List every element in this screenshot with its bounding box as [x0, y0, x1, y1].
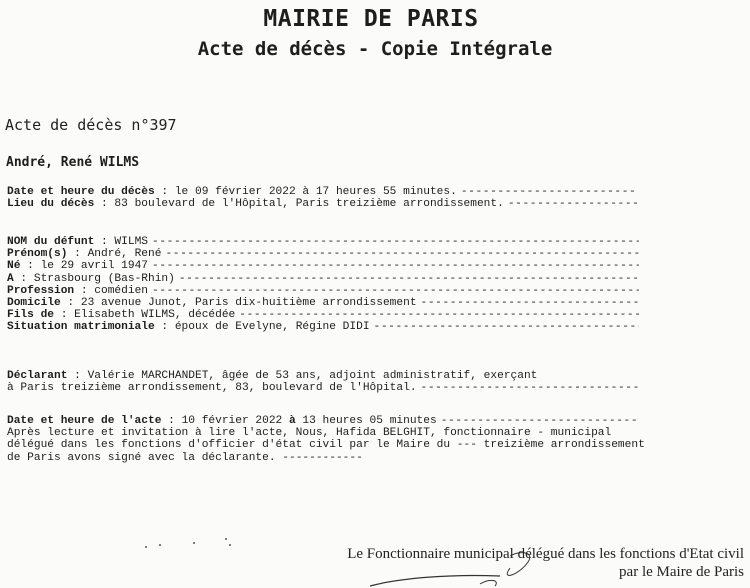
marital-status-value: : époux de Evelyne, Régine DIDI: [154, 321, 370, 334]
domicile-label: Domicile: [7, 296, 61, 309]
dash-filler: [457, 186, 637, 198]
birth-place-line: [7, 273, 639, 285]
firstname-value: : André, René: [67, 248, 162, 261]
surname-value: : WILMS: [94, 236, 148, 248]
death-details-block: [7, 186, 637, 210]
dash-filler: [161, 248, 639, 260]
declarant-block: [7, 370, 639, 394]
dash-filler: [437, 415, 639, 427]
declarant-line-1: [7, 370, 639, 382]
signatory-block: [347, 545, 744, 581]
firstname-label: Prénom(s): [7, 248, 68, 261]
profession-line: [7, 285, 639, 297]
profession-value: : comédien: [74, 284, 148, 297]
mairie-title: MAIRIE DE PARIS: [263, 6, 479, 32]
birth-date-line: [7, 260, 639, 272]
declarant-label: Déclarant: [7, 370, 68, 382]
death-place-label: Lieu du décès: [7, 198, 95, 211]
marital-status-line: [7, 321, 639, 333]
closing-statement: Après lecture et invitation à lire l'acte, Nous, Hafida BELGHIT, fonctionnaire - municipal délégué dans les fonctions d'officier d'état civil par le Maire du --- treizième arrondissement de Paris avons signé avec la déclarante. -----: [7, 427, 647, 464]
declarant-line-2: [7, 382, 639, 394]
dash-filler: [148, 260, 639, 272]
dash-filler: [417, 382, 639, 394]
act-date-time: 13 heures 05 minutes: [295, 415, 437, 427]
act-date-label: Date et heure de l'acte: [7, 415, 162, 427]
dash-filler: [175, 273, 639, 285]
act-date-a: à: [288, 415, 296, 427]
document-subtitle: Acte de décès - Copie Intégrale: [197, 38, 553, 60]
domicile-line: [7, 297, 639, 309]
death-date-line: [7, 186, 637, 198]
parents-line: [7, 309, 639, 321]
surname-label: NOM du défunt: [7, 236, 95, 248]
dash-filler: [370, 321, 639, 333]
surname-line: [7, 236, 639, 248]
act-date-line: [7, 415, 639, 427]
birth-date-value: : le 29 avril 1947: [20, 260, 148, 273]
death-date-label: Date et heure du décès: [7, 186, 155, 198]
act-date-value: : 10 février 2022: [161, 415, 289, 427]
deceased-identity-block: [7, 236, 639, 334]
domicile-value: : 23 avenue Junot, Paris dix-huitième arrondissement: [60, 296, 417, 309]
deceased-full-name: André, René WILMS: [6, 155, 140, 170]
birth-place-label: À: [7, 272, 14, 285]
declarant-value: : Valérie MARCHANDET, âgée de 53 ans, adjoint administratif, exerçant: [67, 370, 538, 382]
act-number: Acte de décès n°397: [5, 116, 177, 134]
dash-filler: [504, 198, 637, 210]
signatory-line-2: par le Maire de Paris: [619, 564, 744, 580]
parents-value: : Elisabeth WILMS, décédée: [54, 309, 236, 322]
dash-filler: [148, 236, 639, 248]
dash-filler: [235, 309, 639, 321]
birth-date-label: Né: [7, 260, 21, 273]
death-place-value: : 83 boulevard de l'Hôpital, Paris treizième arrondissement.: [94, 198, 504, 211]
dash-filler: [148, 285, 639, 297]
signatory-line-1: Le Fonctionnaire municipal délégué dans les fonctions d'Etat civil: [347, 546, 744, 562]
death-date-value: : le 09 février 2022 à 17 heures 55 minutes.: [154, 186, 457, 198]
declarant-address: à Paris treizième arrondissement, 83, boulevard de l'Hôpital.: [7, 382, 417, 395]
marital-status-label: Situation matrimoniale: [7, 321, 155, 334]
parents-label: Fils de: [7, 309, 54, 322]
firstname-line: [7, 248, 639, 260]
act-date-block: [7, 415, 645, 464]
birth-place-value: : Strasbourg (Bas-Rhin): [13, 272, 175, 285]
death-place-line: [7, 198, 637, 210]
dash-filler: [417, 297, 639, 309]
profession-label: Profession: [7, 284, 75, 297]
